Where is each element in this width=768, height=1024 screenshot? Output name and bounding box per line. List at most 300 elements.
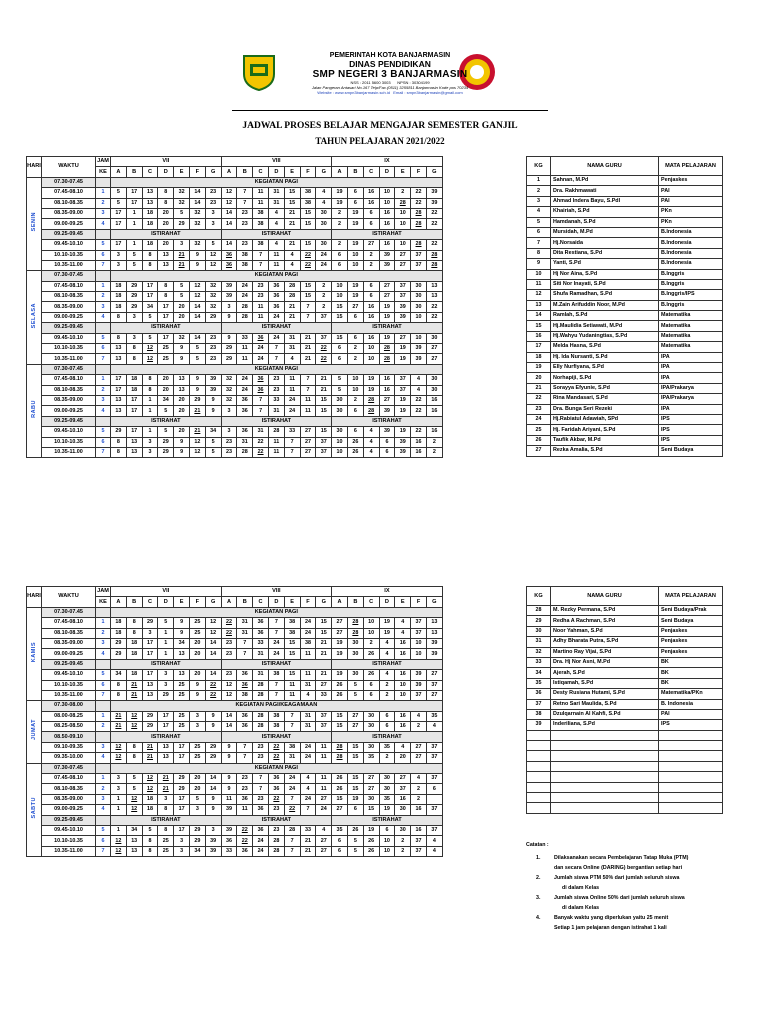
- teacher-code-cell: 19: [347, 240, 363, 250]
- teacher-code-cell: 25: [174, 680, 190, 690]
- teacher-code-cell: 21: [111, 722, 127, 732]
- teacher-code-cell: 37: [411, 628, 427, 638]
- teacher-subject: IPA/Prakarya: [659, 394, 723, 404]
- teacher-code-cell: 16: [379, 240, 395, 250]
- teacher-code-cell: 19: [363, 825, 379, 835]
- teacher-code-cell: 24: [268, 649, 284, 659]
- teacher-code-cell: 20: [174, 302, 190, 312]
- teacher-code-cell: 28: [363, 406, 379, 416]
- teacher-code-cell: 12: [205, 250, 221, 260]
- teacher-name: Hj.Norsaida: [551, 238, 659, 248]
- teacher-code-cell: 15: [332, 302, 348, 312]
- teacher-code-cell: 9: [221, 742, 237, 752]
- school-name: SMP NEGERI 3 BANJARMASIN: [312, 69, 468, 80]
- teacher-code-cell: 4: [268, 208, 284, 218]
- teacher-code-cell: 5: [347, 690, 363, 700]
- teacher-subject: IPA/Prakarya: [659, 383, 723, 393]
- break-label: ISTIRAHAT: [332, 815, 443, 825]
- teacher-code-cell: 27: [426, 344, 442, 354]
- teacher-code-cell: 4: [411, 375, 427, 385]
- col-class: C: [253, 597, 269, 607]
- teacher-code-cell: 15: [316, 406, 332, 416]
- teacher-code-cell: 4: [411, 774, 427, 784]
- teacher-code-cell: 12: [189, 281, 205, 291]
- teacher-code-cell: 17: [158, 333, 174, 343]
- teacher-code-cell: 29: [111, 427, 127, 437]
- teacher-code-cell: 12: [221, 198, 237, 208]
- teacher-code-cell: 4: [395, 628, 411, 638]
- teacher-code-cell: 34: [158, 395, 174, 405]
- teacher-code-cell: 2: [347, 354, 363, 364]
- teacher-code-cell: 39: [395, 312, 411, 322]
- teacher-code-cell: 25: [189, 618, 205, 628]
- col-class: C: [142, 597, 158, 607]
- teacher-code-cell: 8: [142, 385, 158, 395]
- teacher-subject: B.Indonesia: [659, 238, 723, 248]
- teacher-code-cell: 18: [142, 794, 158, 804]
- teacher-code-cell: 30: [426, 333, 442, 343]
- teacher-code-cell: 24: [300, 618, 316, 628]
- period-cell: 1: [96, 281, 111, 291]
- teacher-code-cell: 24: [237, 385, 253, 395]
- teacher-code-cell: 30: [411, 292, 427, 302]
- teacher-code-cell: 4: [363, 437, 379, 447]
- teacher-code-cell: 23: [268, 385, 284, 395]
- teacher-code-cell: 3: [221, 406, 237, 416]
- teacher-code: 34: [527, 668, 551, 678]
- teacher-code-cell: 3: [111, 774, 127, 784]
- teacher-code-cell: 38: [237, 250, 253, 260]
- teacher-code-cell: 26: [363, 649, 379, 659]
- email-link[interactable]: Email : smpn3banjarmasin@gmail.com: [393, 90, 463, 95]
- col-mata-pelajaran: MATA PELAJARAN: [659, 587, 723, 606]
- schedule-row: [27, 794, 443, 804]
- teacher-code-cell: 19: [347, 281, 363, 291]
- teacher-code-cell: 3: [158, 794, 174, 804]
- teacher-code-cell: 14: [221, 722, 237, 732]
- col-class: G: [316, 597, 332, 607]
- teacher-row: [527, 363, 723, 373]
- teacher-code-cell: 24: [253, 836, 269, 846]
- teacher-code-cell: 22: [253, 437, 269, 447]
- teacher-code-cell: 13: [126, 437, 142, 447]
- teacher-code-cell: 28: [411, 208, 427, 218]
- teacher-row: [527, 793, 723, 803]
- teacher-code-cell: 22: [411, 395, 427, 405]
- teacher-code-cell: 37: [395, 385, 411, 395]
- teacher-code-cell: 16: [395, 722, 411, 732]
- teacher-code-cell: 3: [221, 427, 237, 437]
- teacher-code-cell: 3: [158, 670, 174, 680]
- teacher-code-cell: 27: [300, 447, 316, 457]
- time-cell: 08.25-08.50: [42, 722, 96, 732]
- teacher-code: 29: [527, 616, 551, 626]
- schedule-row: [27, 354, 443, 364]
- break-label: ISTIRAHAT: [111, 229, 222, 239]
- teacher-code-cell: 6: [379, 722, 395, 732]
- teacher-code-cell: 9: [221, 312, 237, 322]
- schedule-row: [27, 406, 443, 416]
- teacher-code-cell: 23: [237, 774, 253, 784]
- col-kg: KG: [527, 157, 551, 176]
- note-text: di dalam Kelas: [562, 905, 600, 911]
- schedule-row: [27, 784, 443, 794]
- teacher-code-cell: 37: [411, 618, 427, 628]
- teacher-code-cell: 37: [411, 260, 427, 270]
- teacher-code-cell: 4: [300, 784, 316, 794]
- teacher-code-cell: 15: [300, 292, 316, 302]
- teacher-code-cell: 8: [158, 825, 174, 835]
- teacher-code-cell: 6: [332, 354, 348, 364]
- school-contact: [232, 90, 548, 95]
- teacher-code-cell: 6: [332, 260, 348, 270]
- teacher-code-cell: 20: [158, 208, 174, 218]
- teacher-code-cell: 27: [411, 742, 427, 752]
- time-cell: 08.35-09.00: [42, 208, 96, 218]
- teacher-code-cell: 29: [221, 354, 237, 364]
- teacher-subject: IPS: [659, 435, 723, 445]
- teacher-code: 37: [527, 699, 551, 709]
- teacher-code-cell: 11: [316, 784, 332, 794]
- teacher-code-cell: 28: [268, 846, 284, 856]
- schedule-row: [27, 416, 443, 426]
- teacher-code-cell: 12: [221, 690, 237, 700]
- col-class: G: [205, 597, 221, 607]
- teacher-code-cell: 13: [426, 281, 442, 291]
- time-cell: 09.25-09.45: [42, 323, 96, 333]
- time-cell: 09.00-09.25: [42, 219, 96, 229]
- teacher-code-cell: 6: [332, 846, 348, 856]
- teacher-code-cell: 22: [268, 742, 284, 752]
- teacher-code-cell: 1: [142, 406, 158, 416]
- teacher-code-cell: 6: [363, 281, 379, 291]
- teacher-code-cell: 3: [111, 250, 127, 260]
- teacher-code-cell: 9: [174, 618, 190, 628]
- teacher-code-cell: 28: [347, 628, 363, 638]
- teacher-code-cell: 20: [395, 753, 411, 763]
- teacher-code-cell: 4: [268, 240, 284, 250]
- teacher-code-cell: 31: [284, 333, 300, 343]
- teacher-code: 11: [527, 279, 551, 289]
- teacher-code-cell: 30: [316, 240, 332, 250]
- teacher-code-cell: 24: [300, 628, 316, 638]
- teacher-code-cell: 16: [395, 670, 411, 680]
- teacher-subject: IPS: [659, 414, 723, 424]
- teacher-code-cell: 2: [411, 722, 427, 732]
- schedule-table-top: [26, 156, 443, 458]
- teacher-code-cell: 3: [142, 437, 158, 447]
- col-class: B: [126, 167, 142, 177]
- period-cell: 6: [96, 344, 111, 354]
- teacher-code-cell: 16: [395, 649, 411, 659]
- teacher-code-cell: 33: [316, 690, 332, 700]
- teacher-code-cell: 10: [363, 344, 379, 354]
- break-label: ISTIRAHAT: [111, 323, 222, 333]
- teacher-code-cell: 27: [363, 784, 379, 794]
- teacher-code-cell: 31: [237, 628, 253, 638]
- teacher-code-cell: 19: [395, 406, 411, 416]
- teacher-code-cell: 3: [189, 805, 205, 815]
- teacher-code-cell: 5: [126, 260, 142, 270]
- teacher-code-cell: 25: [189, 753, 205, 763]
- teacher-code-cell: 28: [411, 240, 427, 250]
- period-cell: 7: [96, 260, 111, 270]
- teacher-code-cell: 34: [189, 846, 205, 856]
- teacher-code-cell: 12: [142, 784, 158, 794]
- teacher-code-cell: 10: [411, 312, 427, 322]
- teacher-code-cell: 15: [284, 670, 300, 680]
- teacher-subject: B.Inggris/IPS: [659, 290, 723, 300]
- col-class: G: [426, 597, 442, 607]
- teacher-code-cell: 23: [253, 292, 269, 302]
- teacher-code-cell: 5: [158, 406, 174, 416]
- teacher-code-cell: 9: [221, 333, 237, 343]
- col-class: D: [268, 167, 284, 177]
- teacher-code-cell: 19: [379, 333, 395, 343]
- teacher-code: 1: [527, 176, 551, 186]
- period-cell: 2: [96, 628, 111, 638]
- teacher-code-cell: 3: [126, 333, 142, 343]
- teacher-code-cell: 38: [300, 198, 316, 208]
- teacher-code-cell: 5: [158, 618, 174, 628]
- schedule-row: [27, 628, 443, 638]
- teacher-name: Siti Nor Inayati, S.Pd: [551, 279, 659, 289]
- teacher-code-cell: 5: [332, 375, 348, 385]
- teacher-code-cell: 29: [126, 281, 142, 291]
- teacher-code-cell: 36: [253, 385, 269, 395]
- time-cell: 09.45-10.10: [42, 825, 96, 835]
- day-cell: [27, 177, 42, 271]
- teacher-code-cell: 30: [332, 427, 348, 437]
- teacher-code-cell: 7: [284, 722, 300, 732]
- teacher-code-cell: 25: [189, 742, 205, 752]
- period-cell: 3: [96, 742, 111, 752]
- col-class: E: [395, 167, 411, 177]
- teacher-code-cell: 22: [300, 250, 316, 260]
- teacher-subject: Matematika: [659, 321, 723, 331]
- teacher-code-cell: 12: [205, 618, 221, 628]
- teacher-name: Hamdanah, S.Pd: [551, 217, 659, 227]
- teacher-code-cell: 12: [111, 846, 127, 856]
- teacher-name: Dzulqarnain Al Kahfi, S.Pd: [551, 709, 659, 719]
- time-cell: 09.25-09.45: [42, 229, 96, 239]
- teacher-code-cell: 24: [300, 794, 316, 804]
- teacher-code-cell: 15: [316, 628, 332, 638]
- col-class: G: [205, 167, 221, 177]
- teacher-code-cell: 24: [268, 333, 284, 343]
- teacher-code-cell: 24: [300, 742, 316, 752]
- teacher-code-cell: 4: [300, 774, 316, 784]
- period-cell: 2: [96, 198, 111, 208]
- teacher-code-cell: 18: [111, 302, 127, 312]
- teacher-name: [551, 782, 659, 792]
- teacher-code-cell: 11: [300, 395, 316, 405]
- teacher-code-cell: 38: [284, 742, 300, 752]
- jam-cell: [96, 364, 111, 374]
- teacher-code-cell: 27: [426, 670, 442, 680]
- time-cell: 07.45-08.10: [42, 188, 96, 198]
- day-label: RABU: [30, 400, 37, 419]
- teacher-code-cell: 28: [253, 680, 269, 690]
- day-cell: [27, 701, 42, 763]
- teacher-code-cell: 39: [221, 805, 237, 815]
- teacher-code-cell: 14: [189, 302, 205, 312]
- teacher-code-cell: 4: [284, 260, 300, 270]
- teacher-code-cell: 25: [158, 344, 174, 354]
- teacher-code-cell: 2: [395, 188, 411, 198]
- note-text: Jumlah siswa PTM 50% dari jumlah seluruh siswa: [554, 875, 680, 881]
- teacher-code-cell: 19: [332, 670, 348, 680]
- col-class: A: [111, 597, 127, 607]
- teacher-row: [527, 290, 723, 300]
- gov-line: PEMERINTAH KOTA BANJARMASIN: [329, 52, 451, 59]
- teacher-code-cell: 11: [221, 794, 237, 804]
- jam-cell: [96, 229, 111, 239]
- schedule-row: [27, 805, 443, 815]
- schedule-row: [27, 177, 443, 187]
- teacher-code-cell: 35: [379, 794, 395, 804]
- teacher-code-cell: 4: [411, 711, 427, 721]
- period-cell: 1: [96, 711, 111, 721]
- teacher-code-cell: 11: [268, 447, 284, 457]
- teacher-code-cell: 31: [300, 722, 316, 732]
- teacher-code-cell: 7: [237, 198, 253, 208]
- teacher-subject: Matematika/PKn: [659, 689, 723, 699]
- teacher-code-cell: 20: [189, 784, 205, 794]
- teacher-code-cell: 3: [174, 836, 190, 846]
- schedule-row: [27, 208, 443, 218]
- teacher-row: [527, 331, 723, 341]
- teacher-row: [527, 772, 723, 782]
- jam-cell: [96, 701, 111, 711]
- teacher-code-cell: 24: [316, 250, 332, 260]
- teacher-code-cell: 9: [205, 406, 221, 416]
- col-class: B: [126, 597, 142, 607]
- teacher-subject: PKn: [659, 217, 723, 227]
- teacher-name: Rezka Amalia, S.Pd: [551, 446, 659, 456]
- time-cell: 10.35-11.00: [42, 260, 96, 270]
- schedule-row: [27, 219, 443, 229]
- teacher-code-cell: 4: [379, 670, 395, 680]
- teacher-code-cell: 21: [316, 670, 332, 680]
- schedule-row: [27, 690, 443, 700]
- teacher-code-cell: 24: [316, 260, 332, 270]
- teacher-name: Sorayya Efyunie, S.Pd: [551, 383, 659, 393]
- teacher-code-cell: 11: [253, 188, 269, 198]
- teacher-code-cell: 4: [284, 250, 300, 260]
- teacher-row: [527, 404, 723, 414]
- teacher-code-cell: 13: [174, 375, 190, 385]
- period-cell: 7: [96, 354, 111, 364]
- teacher-code-cell: 39: [426, 649, 442, 659]
- teacher-code-cell: 10: [363, 618, 379, 628]
- teacher-code: 12: [527, 290, 551, 300]
- teacher-code-cell: 23: [221, 670, 237, 680]
- teacher-row: [527, 394, 723, 404]
- teacher-code-cell: 18: [111, 628, 127, 638]
- col-hari: HARI: [27, 587, 42, 608]
- teacher-code-cell: 16: [379, 375, 395, 385]
- teacher-code-cell: 15: [347, 742, 363, 752]
- col-class: D: [158, 597, 174, 607]
- teacher-code-cell: 17: [142, 281, 158, 291]
- website-link[interactable]: Website : www.smpn3banjarmasin.sch.id: [317, 90, 390, 95]
- schedule-row: [27, 825, 443, 835]
- teacher-row: [527, 657, 723, 667]
- col-class: C: [142, 167, 158, 177]
- teacher-code-cell: 31: [284, 753, 300, 763]
- teacher-code-cell: 12: [221, 680, 237, 690]
- teacher-code-cell: 30: [316, 208, 332, 218]
- jam-cell: [96, 815, 111, 825]
- teacher-code-cell: 38: [237, 260, 253, 270]
- teacher-code-cell: 24: [253, 344, 269, 354]
- period-cell: 7: [96, 690, 111, 700]
- teacher-code-cell: 2: [332, 208, 348, 218]
- teacher-row: [527, 373, 723, 383]
- teacher-code-cell: 25: [189, 628, 205, 638]
- teacher-code-cell: 29: [142, 722, 158, 732]
- time-cell: 09.00-09.25: [42, 649, 96, 659]
- time-cell: 10.10-10.35: [42, 680, 96, 690]
- teacher-row: [527, 803, 723, 813]
- day-cell: [27, 607, 42, 701]
- teacher-code-cell: 22: [411, 427, 427, 437]
- teacher-code-cell: 13: [126, 836, 142, 846]
- teacher-code-cell: 4: [426, 836, 442, 846]
- teacher-code-cell: 24: [237, 292, 253, 302]
- teacher-code-cell: 2: [363, 260, 379, 270]
- teacher-code-cell: 2: [316, 302, 332, 312]
- teacher-code-cell: 11: [300, 670, 316, 680]
- teacher-code-cell: 36: [237, 670, 253, 680]
- teacher-code-cell: 11: [284, 690, 300, 700]
- teacher-code-cell: 39: [395, 302, 411, 312]
- teacher-code-cell: 27: [332, 805, 348, 815]
- teacher-code-cell: 16: [395, 711, 411, 721]
- teacher-code-cell: 38: [268, 722, 284, 732]
- teacher-code-cell: 15: [316, 427, 332, 437]
- teacher-code-cell: 2: [379, 680, 395, 690]
- teacher-code-cell: 16: [363, 333, 379, 343]
- period-cell: 7: [96, 846, 111, 856]
- teacher-code-cell: 11: [316, 742, 332, 752]
- teacher-code-cell: 39: [395, 437, 411, 447]
- teacher-subject: [659, 782, 723, 792]
- teacher-code-cell: 30: [363, 711, 379, 721]
- teacher-name: Ajerah, S.Pd: [551, 668, 659, 678]
- teacher-code-cell: 12: [111, 753, 127, 763]
- teacher-code-cell: 19: [379, 805, 395, 815]
- day-label: SABTU: [30, 797, 37, 819]
- teacher-code-cell: 5: [126, 774, 142, 784]
- teacher-subject: Penjaskes: [659, 637, 723, 647]
- activity-label: KEGIATAN PAGI/KEAGAMAAN: [111, 701, 443, 711]
- teacher-code-cell: 25: [174, 722, 190, 732]
- col-class: E: [284, 167, 300, 177]
- teacher-code-cell: 33: [300, 825, 316, 835]
- teacher-code-cell: 6: [347, 805, 363, 815]
- teacher-code-cell: 6: [363, 292, 379, 302]
- teacher-code-cell: 29: [174, 784, 190, 794]
- teacher-code-cell: 22: [426, 240, 442, 250]
- teacher-name: Hj. Ida Nursanti, S.Pd: [551, 352, 659, 362]
- period-cell: 6: [96, 437, 111, 447]
- time-cell: 09.00-09.25: [42, 312, 96, 322]
- teacher-code-cell: 31: [237, 437, 253, 447]
- break-label: ISTIRAHAT: [221, 659, 332, 669]
- teacher-code-cell: 39: [205, 836, 221, 846]
